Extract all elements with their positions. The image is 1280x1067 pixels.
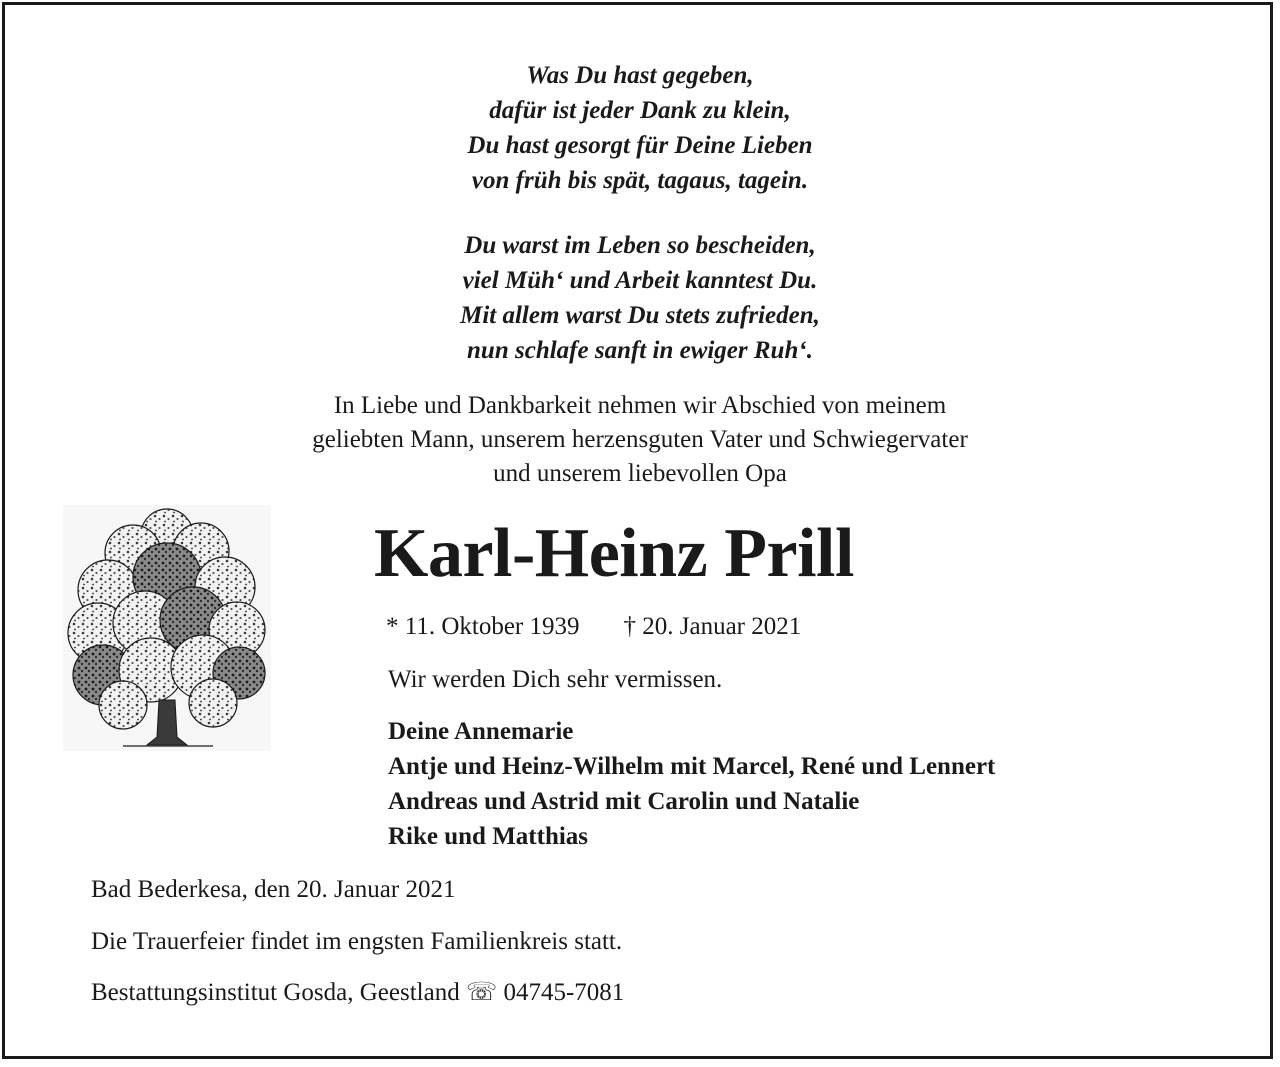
ceremony-note: Die Trauerfeier findet im engsten Familienkreis statt. [91,928,623,955]
poem-line: viel Müh‘ und Arbeit kanntest Du. [462,267,818,294]
life-dates [386,610,801,644]
intro-line: und unserem liebevollen Opa [493,460,787,487]
birth-date: * 11. Oktober 1939 [386,613,580,640]
tree-icon [63,505,271,751]
poem-stanza-2 [0,228,1280,368]
place-date: Bad Bederkesa, den 20. Januar 2021 [91,876,456,903]
mourner-line: Andreas und Astrid mit Carolin und Natalie [388,788,860,815]
poem-line: dafür ist jeder Dank zu klein, [489,97,791,124]
poem-line: nun schlafe sanft in ewiger Ruh‘. [467,337,813,364]
mourners-list [388,714,995,854]
intro-line: geliebten Mann, unserem herzensguten Vater und Schwiegervater [312,426,968,453]
farewell-message: Wir werden Dich sehr vermissen. [388,666,723,693]
death-date: † 20. Januar 2021 [623,613,802,640]
intro-line: In Liebe und Dankbarkeit nehmen wir Abschied von meinem [333,392,947,419]
funeral-home: Bestattungsinstitut Gosda, Geestland ☏ 04745-7081 [91,979,625,1006]
poem-line: Was Du hast gegeben, [526,62,754,89]
poem-line: Du hast gesorgt für Deine Lieben [467,132,813,159]
deceased-name: Karl-Heinz Prill [374,515,854,592]
mourner-line: Rike und Matthias [388,823,589,850]
poem-stanza-1 [0,58,1280,198]
intro-text [0,389,1280,491]
mourner-line: Deine Annemarie [388,718,574,745]
poem-line: Mit allem warst Du stets zufrieden, [460,302,820,329]
mourner-line: Antje und Heinz-Wilhelm mit Marcel, René und Lennert [388,753,996,780]
poem-line: Du warst im Leben so bescheiden, [464,232,816,259]
poem-line: von früh bis spät, tagaus, tagein. [471,167,809,194]
